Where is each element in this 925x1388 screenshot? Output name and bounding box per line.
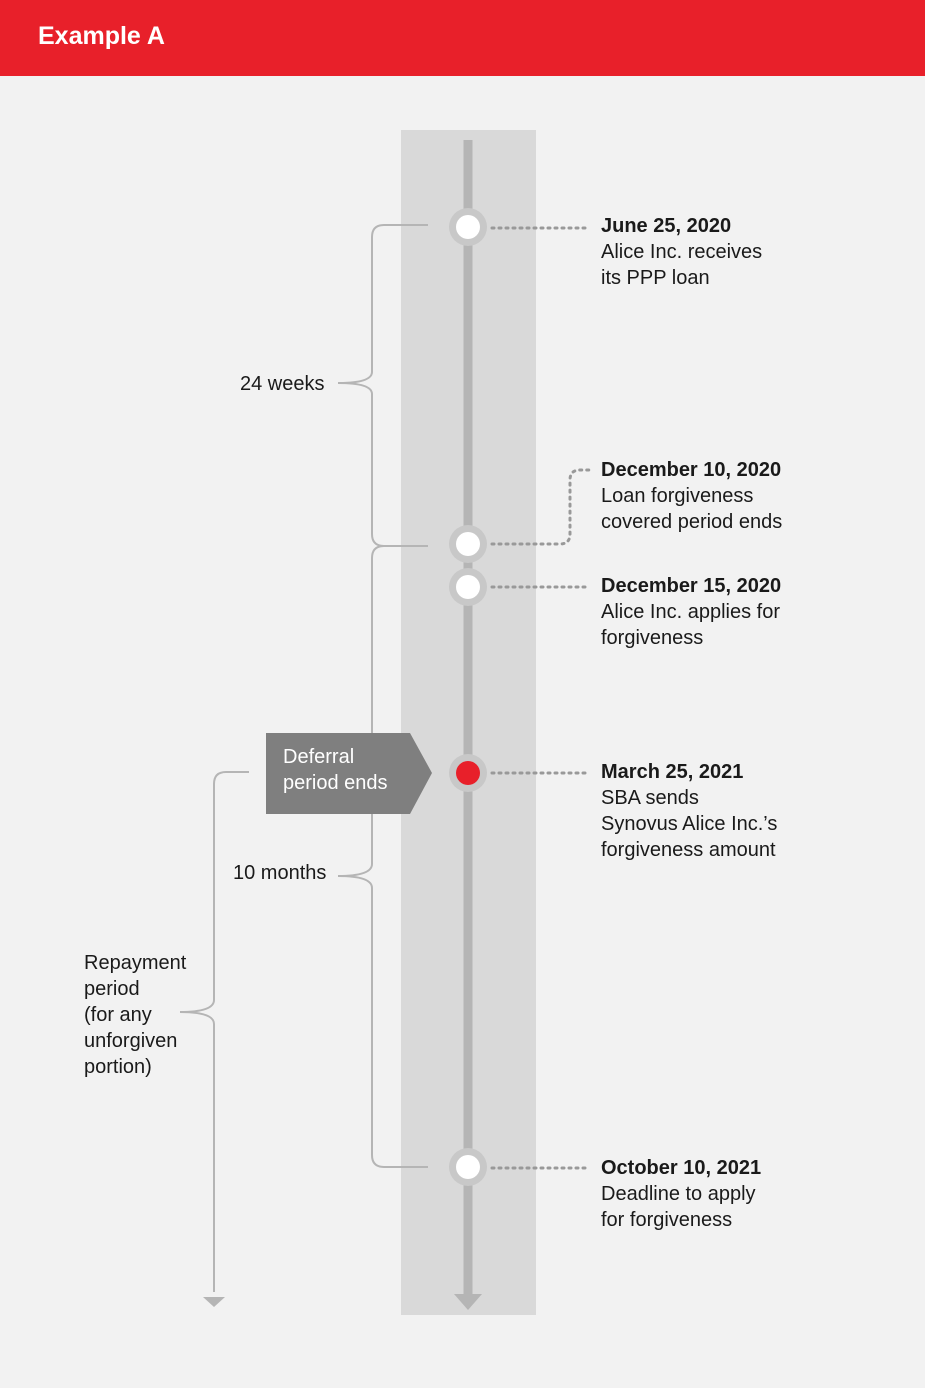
event-desc-line: Loan forgiveness <box>601 485 754 507</box>
deferral-label <box>283 744 423 796</box>
brace-24-weeks <box>338 225 428 546</box>
event-date: December 15, 2020 <box>601 575 782 597</box>
page-title: Example A <box>38 22 165 50</box>
event-desc-line: for forgiveness <box>601 1209 733 1231</box>
months-label: 10 months <box>233 862 327 884</box>
event-march-25 <box>601 759 777 863</box>
event-december-15 <box>601 573 781 651</box>
node-dec15-core <box>456 575 480 599</box>
event-desc-line: Alice Inc. receives <box>601 241 763 263</box>
repayment-label-line: period <box>84 978 140 1000</box>
timeline-arrow-head <box>454 1294 482 1310</box>
brace-10-months <box>338 546 428 1167</box>
event-date: October 10, 2021 <box>601 1157 762 1179</box>
repayment-label-line: (for any <box>84 1004 152 1026</box>
deferral-label-line: Deferral <box>283 746 355 768</box>
connector-dec10 <box>492 470 590 544</box>
event-december-10 <box>601 457 782 535</box>
weeks-label: 24 weeks <box>240 373 325 395</box>
event-desc-line: forgiveness <box>601 627 704 649</box>
node-dec10-core <box>456 532 480 556</box>
event-date: March 25, 2021 <box>601 761 744 783</box>
event-desc-line: Deadline to apply <box>601 1183 756 1205</box>
repayment-arrow-head <box>203 1297 225 1307</box>
repayment-label-line: unforgiven <box>84 1030 178 1052</box>
brace-repayment <box>180 772 249 1292</box>
node-oct10-core <box>456 1155 480 1179</box>
event-desc-line: covered period ends <box>601 511 783 533</box>
repayment-label-line: Repayment <box>84 952 187 974</box>
event-desc-line: Synovus Alice Inc.’s <box>601 813 778 835</box>
event-october-10 <box>601 1155 761 1233</box>
event-date: June 25, 2020 <box>601 215 732 237</box>
event-desc-line: Alice Inc. applies for <box>601 601 780 623</box>
event-june-25 <box>601 213 762 291</box>
event-date: December 10, 2020 <box>601 459 782 481</box>
node-june-core <box>456 215 480 239</box>
deferral-label-line: period ends <box>283 772 388 794</box>
node-mar25-core <box>456 761 480 785</box>
repayment-label-line: portion) <box>84 1056 152 1078</box>
repayment-label <box>84 950 186 1080</box>
event-desc-line: forgiveness amount <box>601 839 776 861</box>
event-desc-line: its PPP loan <box>601 267 710 289</box>
event-desc-line: SBA sends <box>601 787 699 809</box>
